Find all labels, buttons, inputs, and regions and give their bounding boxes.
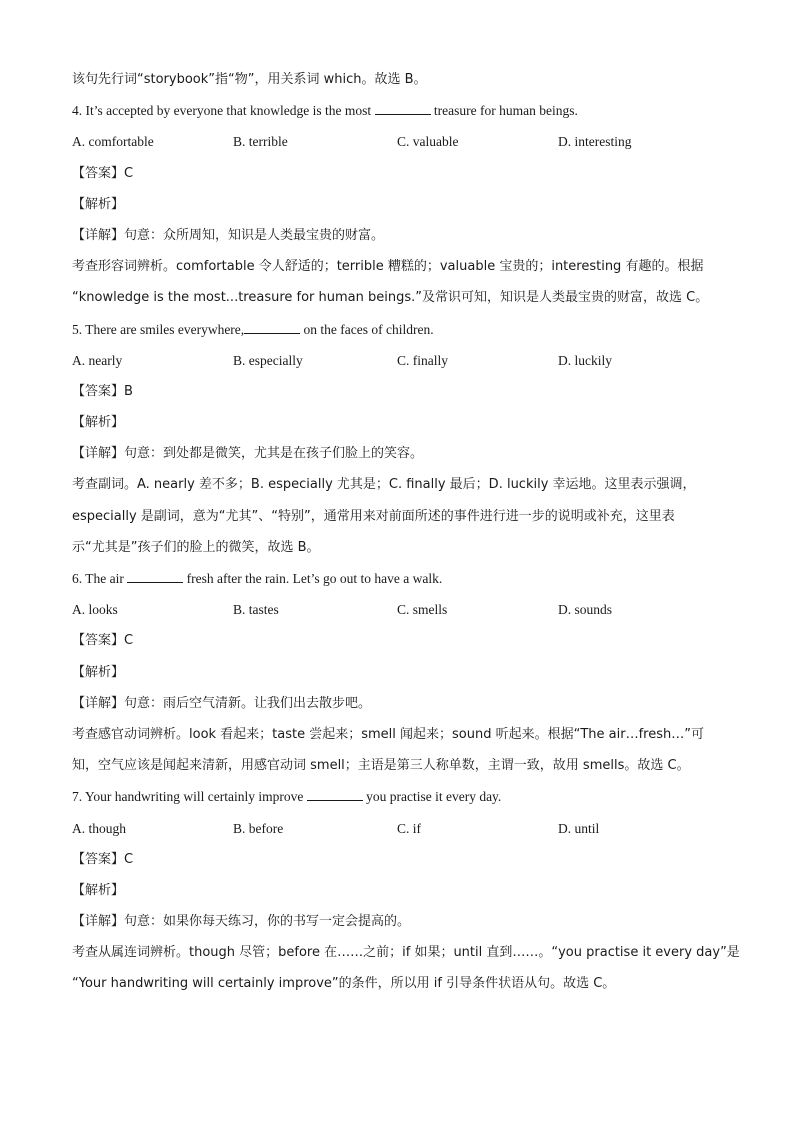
option-d: D. interesting [558, 134, 632, 150]
answer-label: 【答案】C [72, 851, 134, 867]
answer-blank [375, 102, 431, 115]
detail-text: 【详解】句意：到处都是微笑，尤其是在孩子们脸上的笑容。 [72, 446, 424, 462]
question-stem: 4. It’s accepted by everyone that knowledge is the most treasure for human beings. [72, 103, 578, 119]
option-d: D. luckily [558, 352, 612, 368]
answer-blank [307, 788, 363, 801]
detail-text: 【详解】句意：如果你每天练习，你的书写一定会提高的。 [72, 914, 411, 930]
explanation-line: especially 是副词，意为“尤其”、“特别”，通常用来对前面所述的事件进行进一步的说明或补充，这里表 [72, 508, 675, 524]
explanation-line: 示“尤其是”孩子们的脸上的微笑，故选 B。 [72, 539, 320, 555]
option-a: A. nearly [72, 352, 123, 368]
option-d: D. until [558, 820, 600, 836]
analysis-label: 【解析】 [72, 196, 125, 212]
detail-text: 【详解】句意：众所周知，知识是人类最宝贵的财富。 [72, 227, 385, 243]
option-b: B. especially [233, 352, 303, 368]
answer-blank [244, 321, 300, 334]
question-stem: 6. The air fresh after the rain. Let’s go out to have a walk. [72, 571, 443, 586]
analysis-label: 【解析】 [72, 882, 125, 898]
intro-text: 该句先行词“storybook”指“物”，用关系词 which。故选 B。 [72, 72, 427, 87]
option-a: A. though [72, 820, 126, 836]
explanation-line: 知，空气应该是闻起来清新，用感官动词 smell；主语是第三人称单数，主谓一致，故用 smells。故选 C。 [72, 758, 690, 774]
option-c: C. finally [397, 352, 448, 368]
option-b: B. terrible [233, 134, 288, 150]
question-4 [72, 95, 732, 313]
explanation-line: 考查副词。A. nearly 差不多；B. especially 尤其是；C. finally 最后；D. luckily 幸运地。这里表示强调， [72, 477, 696, 493]
option-d: D. sounds [558, 602, 613, 618]
option-c: C. valuable [397, 134, 459, 150]
explanation-line: “knowledge is the most...treasure for human beings.”及常识可知，知识是人类最宝贵的财富，故选 C。 [72, 290, 709, 306]
answer-label: 【答案】B [72, 383, 133, 399]
option-b: B. before [233, 820, 284, 836]
option-c: C. if [397, 820, 422, 836]
document-page [72, 64, 740, 1000]
question-stem: 5. There are smiles everywhere, on the faces of children. [72, 321, 434, 337]
option-a: A. comfortable [72, 134, 154, 150]
question-options [72, 594, 732, 625]
option-c: C. smells [397, 602, 448, 618]
explanation-line: 考查形容词辨析。comfortable 令人舒适的；terrible 糟糕的；valuable 宝贵的；interesting 有趣的。根据 [72, 259, 704, 275]
option-a: A. looks [72, 602, 118, 618]
question-options [72, 813, 732, 844]
question-5 [72, 314, 732, 564]
explanation-line: “Your handwriting will certainly improve”的条件，所以用 if 引导条件状语从句。故选 C。 [72, 976, 616, 992]
detail-text: 【详解】句意：雨后空气清新。让我们出去散步吧。 [72, 695, 372, 711]
answer-blank [127, 570, 183, 583]
option-b: B. tastes [233, 602, 279, 618]
question-6 [72, 563, 732, 781]
explanation-line: 考查感官动词辨析。look 看起来；taste 尝起来；smell 闻起来；sound 听起来。根据“The air…fresh…”可 [72, 726, 704, 742]
explanation-line: 考查从属连词辨析。though 尽管；before 在……之前；if 如果；until 直到……。“you practise it every day”是 [72, 945, 740, 961]
question-7 [72, 781, 740, 999]
answer-label: 【答案】C [72, 165, 134, 181]
analysis-label: 【解析】 [72, 415, 125, 431]
question-options [72, 345, 732, 376]
answer-label: 【答案】C [72, 633, 134, 649]
analysis-label: 【解析】 [72, 664, 125, 680]
question-options [72, 126, 732, 157]
question-stem: 7. Your handwriting will certainly improve you practise it every day. [72, 789, 502, 805]
